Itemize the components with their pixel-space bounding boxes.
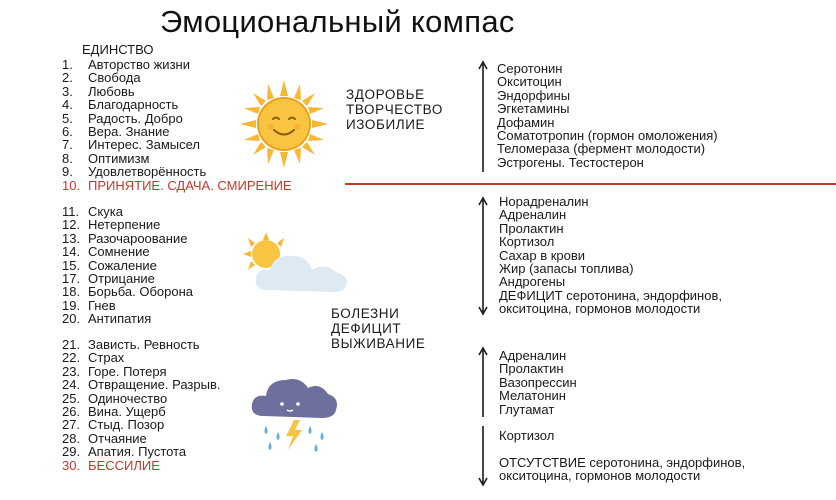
negative-state-labels: [331, 306, 426, 351]
hormones-positive: [497, 62, 718, 169]
sun-behind-cloud-icon: [238, 232, 354, 296]
list-item: Теломераза (фермент молодости): [497, 141, 706, 157]
list-item: [499, 442, 745, 455]
list-item: Эндорфины: [497, 87, 571, 103]
list-item: Окситоцин: [497, 74, 562, 90]
list-item-powerlessness: 30. БЕССИЛИЕ: [62, 457, 160, 473]
list-item: Глутамат: [499, 401, 555, 417]
list-item: 18. Борьба. Оборона: [62, 284, 194, 300]
list-item: 2. Свобода: [62, 70, 141, 86]
list-item: 24. Отвращение. Разрыв.: [62, 377, 221, 393]
list-item: 9. Удовлетворённость: [62, 164, 207, 180]
storm-cloud-icon: [248, 368, 340, 460]
list-item: 23. Горе. Потеря: [62, 363, 167, 379]
list-item: окситоцина, гормонов молодости: [499, 301, 701, 317]
hormones-crisis: [499, 349, 577, 416]
list-item: 21. Зависть. Ревность: [62, 337, 200, 352]
divider-line: [345, 183, 836, 185]
list-item: Адреналин: [499, 207, 567, 223]
label-health: ЗДОРОВЬЕ: [346, 87, 425, 102]
label-abundance: ИЗОБИЛИЕ: [346, 117, 426, 132]
list-item: Адреналин: [499, 348, 567, 363]
label-survival: ВЫЖИВАНИЕ: [331, 336, 426, 351]
list-item: 8. Оптимизм: [62, 150, 150, 166]
list-item: 1. Авторство жизни: [62, 57, 190, 72]
list-item: 11. Скука: [62, 204, 123, 219]
up-arrow-icon: [478, 60, 488, 172]
list-item: 5. Радость. Добро: [62, 110, 183, 126]
list-item: Дофамин: [497, 114, 555, 130]
list-item: 26. Вина. Ущерб: [62, 404, 166, 420]
list-item: 3. Любовь: [62, 83, 135, 99]
list-item: Вазопрессин: [499, 374, 577, 390]
list-item: 20. Антипатия: [62, 311, 152, 327]
list-item: Пролактин: [499, 361, 564, 377]
hormones-stress: [499, 195, 722, 316]
list-item: 29. Апатия. Пустота: [62, 444, 187, 460]
list-item: окситоцина, гормонов молодости: [499, 468, 701, 484]
list-item: Серотонин: [497, 61, 563, 76]
label-creativity: ТВОРЧЕСТВО: [346, 102, 443, 117]
list-item: 7. Интерес. Замысел: [62, 137, 200, 153]
list-item: Кортизол: [499, 428, 555, 443]
list-item: ОТСУТСТВИЕ серотонина, эндорфинов,: [499, 454, 746, 470]
list-item: Пролактин: [499, 220, 564, 236]
list-item: 14. Сомнение: [62, 244, 150, 260]
list-item: 19. Гнев: [62, 297, 116, 313]
unity-heading: ЕДИНСТВО: [82, 42, 154, 57]
list-item: 12. Нетерпение: [62, 217, 161, 233]
list-item: Жир (запасы топлива): [499, 261, 634, 277]
emotion-list-middle: [62, 205, 193, 326]
list-item: Соматотропин (гормон омоложения): [497, 128, 718, 144]
up-arrow-icon: [478, 347, 488, 417]
page-title: Эмоциональный компас: [160, 4, 515, 39]
list-item: Сахар в крови: [499, 247, 586, 263]
label-deficit: ДЕФИЦИТ: [331, 321, 402, 336]
down-arrow-icon: [478, 426, 488, 486]
list-item: Норадреналин: [499, 194, 589, 209]
list-item: Мелатонин: [499, 388, 566, 404]
list-item: 28. Отчаяние: [62, 430, 147, 446]
list-item: 13. Разочароование: [62, 230, 188, 246]
list-item: ДЕФИЦИТ серотонина, эндорфинов,: [499, 287, 722, 303]
emotion-list-low: [62, 338, 220, 472]
list-item: Андрогены: [499, 274, 566, 290]
list-item: 22. Страх: [62, 350, 125, 366]
list-item: 6. Вера. Знание: [62, 124, 170, 140]
label-diseases: БОЛЕЗНИ: [331, 306, 400, 321]
list-item: 27. Стыд. Позор: [62, 417, 165, 433]
list-item: Эгкетамины: [497, 101, 570, 117]
hormones-absence: [499, 429, 745, 483]
positive-state-labels: [346, 87, 443, 132]
list-item: 4. Благодарность: [62, 97, 179, 113]
list-item: 25. Одиночество: [62, 390, 168, 406]
smiling-sun-icon: [238, 78, 330, 170]
double-arrow-icon: [478, 197, 488, 315]
list-item: 15. Сожаление: [62, 257, 157, 273]
list-item: Кортизол: [499, 234, 555, 250]
list-item: Эстрогены. Тестостерон: [497, 154, 644, 170]
list-item-acceptance: 10. ПРИНЯТИЕ. СДАЧА. СМИРЕНИЕ: [62, 177, 292, 193]
list-item: 17. Отрицание: [62, 271, 155, 287]
